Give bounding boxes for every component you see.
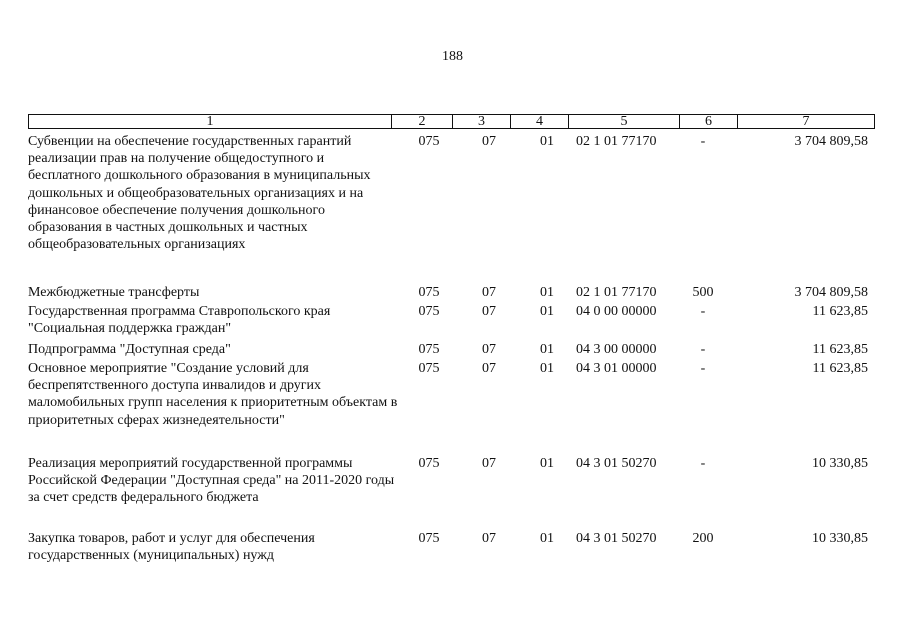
row-col-5: 04 3 01 00000 [576,361,657,376]
row-col-7: 11 623,85 [812,304,868,319]
row-col-7: 10 330,85 [812,456,868,471]
row-col-7: 3 704 809,58 [794,285,868,300]
row-col-2: 075 [418,456,440,471]
row-name: Межбюджетные трансферты [28,285,200,300]
column-header-table [28,114,875,129]
row-col-5: 04 3 01 50270 [576,456,657,471]
row-col-3: 07 [482,304,496,319]
row-name: Основное мероприятие "Создание условий для беспрепятственного доступа инвалидов и других маломобильных групп населения к приоритетным объектам в приоритетных сферах жизнедеятельности" [28,361,398,428]
column-header-2: 2 [392,115,453,129]
row-col-3: 07 [482,134,496,149]
column-header-6: 6 [680,115,738,129]
row-col-6: - [700,361,706,376]
row-col-4: 01 [540,304,554,319]
column-header-1: 1 [29,115,392,129]
row-col-5: 04 3 01 50270 [576,531,657,546]
row-col-2: 075 [418,342,440,357]
page-number: 188 [442,49,463,64]
row-col-3: 07 [482,531,496,546]
column-header-5: 5 [569,115,680,129]
row-col-6: 200 [692,531,714,546]
row-col-2: 075 [418,134,440,149]
column-header-4: 4 [511,115,569,129]
row-name: Государственная программа Ставропольского края "Социальная поддержка граждан" [28,304,331,337]
row-col-2: 075 [418,531,440,546]
column-header-3: 3 [453,115,511,129]
row-col-6: - [700,456,706,471]
row-name: Закупка товаров, работ и услуг для обеспечения государственных (муниципальных) нужд [28,531,315,564]
row-col-4: 01 [540,531,554,546]
row-col-3: 07 [482,285,496,300]
row-name: Реализация мероприятий государственной программы Российской Федерации "Доступная среда" на 2011-2020 годы за счет средств федерального бюджета [28,456,395,506]
column-header-row [29,115,875,129]
row-col-4: 01 [540,361,554,376]
row-col-7: 11 623,85 [812,342,868,357]
row-col-6: - [700,342,706,357]
row-col-7: 3 704 809,58 [794,134,868,149]
row-col-3: 07 [482,456,496,471]
row-col-7: 11 623,85 [812,361,868,376]
row-col-6: 500 [692,285,714,300]
row-col-3: 07 [482,361,496,376]
row-col-5: 02 1 01 77170 [576,134,657,149]
row-col-4: 01 [540,456,554,471]
row-col-3: 07 [482,342,496,357]
row-col-6: - [700,134,706,149]
row-name: Подпрограмма "Доступная среда" [28,342,231,357]
row-col-4: 01 [540,134,554,149]
row-col-5: 02 1 01 77170 [576,285,657,300]
row-col-4: 01 [540,285,554,300]
row-col-6: - [700,304,706,319]
row-col-5: 04 0 00 00000 [576,304,657,319]
row-col-2: 075 [418,285,440,300]
row-col-5: 04 3 00 00000 [576,342,657,357]
row-col-2: 075 [418,304,440,319]
row-name: Субвенции на обеспечение государственных гарантий реализации прав на получение общедоступного и бесплатного дошкольного образования в муниципальных дошкольных и общеобразовательных организациях и на финансовое обеспечение получения дошкольного образования в частных дошкольных и частных общеобразовательных организациях [28,134,371,253]
row-col-2: 075 [418,361,440,376]
column-header-7: 7 [738,115,875,129]
row-col-7: 10 330,85 [812,531,868,546]
row-col-4: 01 [540,342,554,357]
